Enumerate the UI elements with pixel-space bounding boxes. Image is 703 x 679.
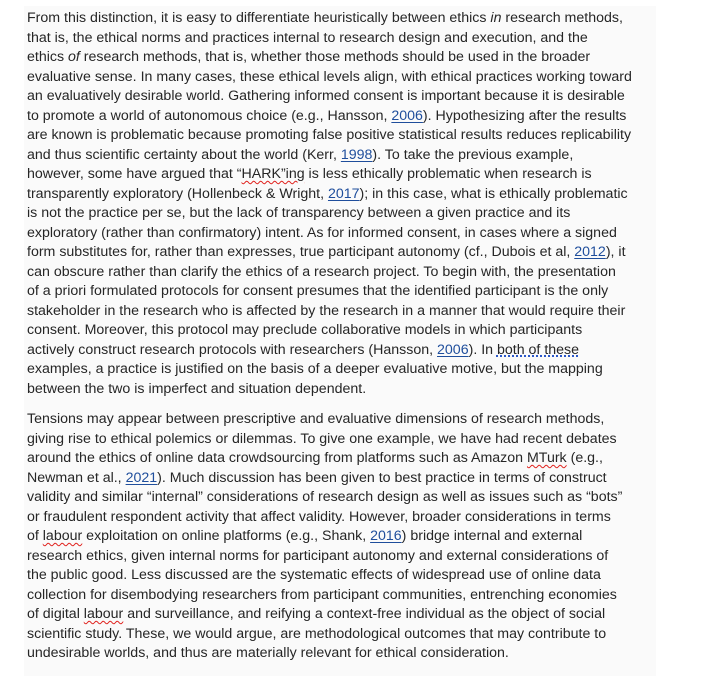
text-line	[27, 87, 657, 107]
text-run: ). To take the previous example,	[372, 146, 574, 163]
text-line	[27, 185, 657, 205]
text-line	[27, 527, 657, 547]
text-run: ). Much discussion has been given to best practice in terms of construct	[157, 469, 607, 486]
text-run: ); in this case, what is ethically problematic	[359, 185, 628, 202]
text-run: and thus scientific certainty about the world (Kerr,	[27, 146, 341, 163]
text-line	[27, 341, 657, 361]
text-run: exploitation on online platforms (e.g., Shank,	[82, 528, 371, 544]
text-run: transparently exploratory (Hollenbeck & Wright,	[27, 185, 328, 202]
text-run: is less ethically problematic when research is	[304, 166, 592, 182]
text-run: or fraudulent respondent activity that affect validity. However, broader considerations in terms	[27, 508, 611, 525]
text-run: is not the practice per se, but the lack of transparency between a given practice and its	[27, 205, 571, 221]
text-run: stakeholder in the research who is affected by the research in a manner that would require their	[27, 302, 626, 319]
paragraph	[27, 410, 657, 664]
text-run: and surveillance, and reifying a context-free individual as the object of social	[123, 606, 606, 622]
text-line	[27, 29, 657, 49]
citation-link[interactable]: 2016	[370, 528, 402, 544]
text-line	[27, 605, 657, 625]
citation-link[interactable]: 1998	[340, 146, 373, 163]
text-line	[27, 430, 657, 450]
text-run: ), it	[605, 244, 626, 260]
text-line	[27, 243, 657, 263]
text-run: research methods,	[501, 10, 623, 26]
text-run: that is, the ethical norms and practices internal to research design and execution, and the	[27, 29, 588, 46]
text-line	[27, 263, 657, 283]
text-run: giving rise to ethical polemics or dilemmas. To give one example, we have had recent debates	[27, 430, 617, 447]
text-line	[27, 547, 657, 567]
text-run: the public good. Less discussed are the systematic effects of widespread use of online data	[27, 567, 601, 583]
text-line	[27, 566, 657, 586]
text-line	[27, 68, 657, 88]
text-run: From this distinction, it is easy to differentiate heuristically between ethics	[27, 10, 491, 26]
text-line	[27, 380, 657, 400]
text-line	[27, 488, 657, 508]
text-run: consent. Moreover, this protocol may preclude collaborative models in which participants	[27, 322, 583, 338]
text-line	[27, 165, 657, 185]
text-run: an evaluatively desirable world. Gathering informed consent is important because it is desirable	[27, 88, 625, 104]
text-line	[27, 360, 657, 380]
text-run: are known is problematic because promoting false positive statistical results reduces replicability	[27, 127, 632, 143]
citation-link[interactable]: 2012	[574, 244, 606, 260]
text-run: ). In	[468, 341, 497, 358]
text-run: around the ethics of online data crowdsourcing from platforms such as Amazon	[27, 450, 527, 466]
paragraph	[27, 9, 657, 399]
text-line	[27, 644, 657, 664]
text-line	[27, 282, 657, 302]
spelling-flag[interactable]: labour	[83, 606, 124, 622]
text-line	[27, 625, 657, 645]
text-line	[27, 204, 657, 224]
text-run: of	[27, 528, 43, 544]
text-run: scientific study. These, we would argue, are methodological outcomes that may contribute to	[27, 625, 607, 642]
text-run: ) bridge internal and external	[401, 528, 583, 544]
citation-link[interactable]: 2021	[125, 469, 158, 486]
text-run: evaluative sense. In many cases, these ethical levels align, with ethical practices working toward	[27, 68, 632, 85]
text-run: research methods, that is, whether those methods should be used in the broader	[79, 49, 591, 65]
text-run: undesirable worlds, and thus are materially relevant for ethical consideration.	[27, 645, 509, 661]
document-body	[27, 9, 657, 664]
italic-text: of	[68, 49, 80, 65]
text-run: examples, a practice is justified on the basis of a deeper evaluative motive, but the mapping	[27, 361, 603, 377]
citation-link[interactable]: 2017	[327, 185, 360, 202]
text-line	[27, 146, 657, 166]
text-line	[27, 410, 657, 430]
text-line	[27, 302, 657, 322]
text-line	[27, 126, 657, 146]
text-line	[27, 449, 657, 469]
text-line	[27, 469, 657, 489]
text-line	[27, 508, 657, 528]
text-run: validity and similar “internal” considerations of research design as well as issues such as “bots”	[27, 489, 623, 505]
text-run: exploratory (rather than confirmatory) intent. As for informed consent, in cases where a signed	[27, 224, 617, 241]
text-line	[27, 48, 657, 68]
text-run: Tensions may appear between prescriptive and evaluative dimensions of research methods,	[27, 411, 605, 427]
text-line	[27, 586, 657, 606]
grammar-flag[interactable]: both of these	[496, 341, 580, 358]
text-run: collection for disembodying researchers from participant communities, entrenching economies	[27, 586, 617, 603]
text-run: ethics	[27, 49, 69, 65]
spelling-flag[interactable]: MTurk	[526, 450, 567, 466]
text-line	[27, 224, 657, 244]
text-line	[27, 321, 657, 341]
citation-link[interactable]: 2006	[391, 107, 423, 124]
citation-link[interactable]: 2006	[437, 341, 469, 358]
text-run: (e.g.,	[566, 450, 603, 466]
text-line	[27, 9, 657, 29]
text-run: Newman et al.,	[27, 469, 126, 486]
text-run: can obscure rather than clarify the ethics of a research project. To begin with, the presentation	[27, 263, 616, 280]
text-run: of a priori formulated protocols for consent presumes that the identified participant is the only	[27, 283, 609, 299]
text-run: of digital	[27, 606, 84, 622]
text-run: research ethics, given internal norms for participant autonomy and external considerations of	[27, 547, 609, 564]
spelling-flag[interactable]: labour	[42, 528, 83, 544]
italic-text: in	[490, 10, 502, 26]
text-run: between the two is imperfect and situation dependent.	[27, 380, 367, 397]
text-run: actively construct research protocols with researchers (Hansson,	[27, 341, 438, 358]
text-run: ). Hypothesizing after the results	[422, 107, 627, 124]
text-run: form substitutes for, rather than expresses, true participant autonomy (cf., Dubois et al,	[27, 244, 575, 260]
text-line	[27, 107, 657, 127]
spelling-flag[interactable]: HARK”ing	[241, 166, 305, 182]
text-run: however, some have argued that “	[27, 166, 242, 182]
text-run: to promote a world of autonomous choice (e.g., Hansson,	[27, 107, 392, 124]
